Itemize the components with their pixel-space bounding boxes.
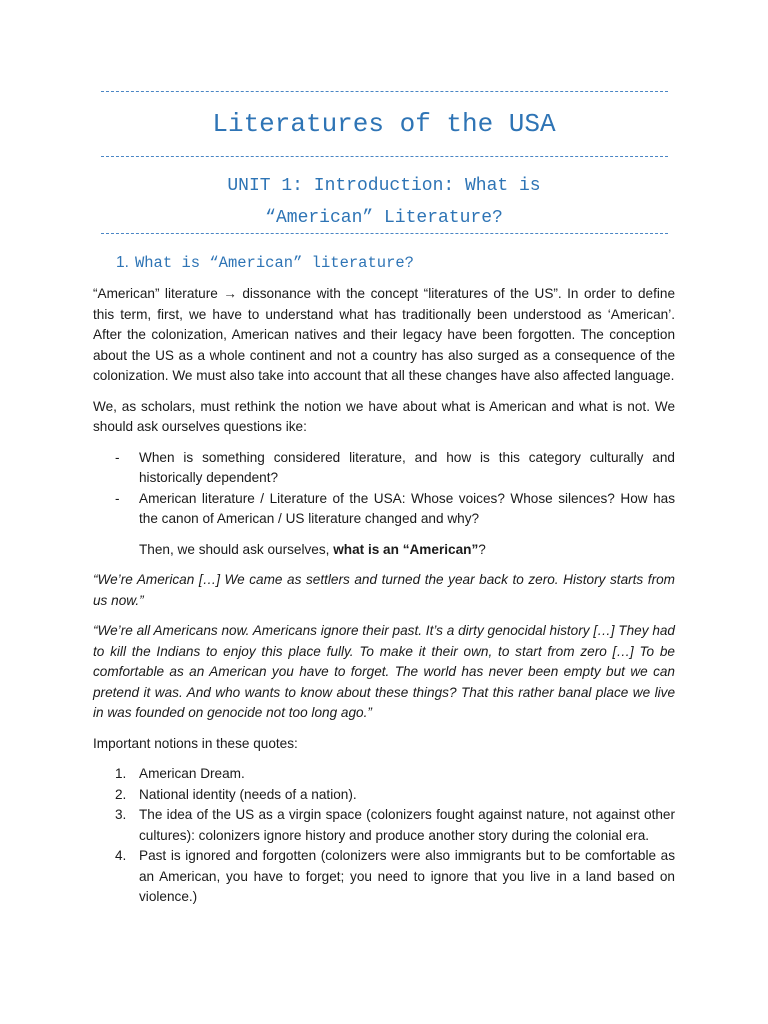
unit-title xyxy=(93,170,675,234)
list-marker: - xyxy=(115,449,120,465)
list-item xyxy=(93,448,675,489)
quote-1: “We’re American […] We came as settlers and turned the year back to zero. History starts from us now.” xyxy=(93,572,675,608)
document-body xyxy=(93,284,675,918)
list-item-text: The idea of the US as a virgin space (colonizers fought against nature, not against other cultures): colonizers ignore history and produce another story during the colonial era. xyxy=(139,807,675,843)
list-item xyxy=(93,846,675,908)
ask-lead: Then, we should ask ourselves, xyxy=(139,541,334,557)
list-item-text: American Dream. xyxy=(139,766,245,781)
unit-title-line-2: “American” Literature? xyxy=(265,208,503,228)
unit-title-divider xyxy=(101,233,668,234)
list-marker: 2. xyxy=(115,786,127,802)
notions-list xyxy=(93,764,675,908)
ask-end: ? xyxy=(478,541,486,557)
notions-intro: Important notions in these quotes: xyxy=(93,735,298,751)
list-item-text: National identity (needs of a nation). xyxy=(139,786,357,802)
paragraph-intro: “American” literature → dissonance with the concept “literatures of the US”. In order to define this term, first, we have to understand what has traditionally been understood as ‘American’. After the colonization, American natives and their legacy have been forgotten. The conception about the US as a whole continent and not a country has also surged as a consequence of the colonization. We must also take into account that all these changes have also affected language. xyxy=(93,286,675,383)
section-heading xyxy=(116,251,414,275)
list-marker: - xyxy=(115,490,120,506)
section-title: What is “American” literature? xyxy=(134,254,414,272)
list-item-text: American literature / Literature of the USA: Whose voices? Whose silences? How has the canon of American / US literature changed and why? xyxy=(139,490,675,526)
list-item xyxy=(93,764,675,785)
ask-bold: what is an “American” xyxy=(333,541,479,557)
section-number: 1. xyxy=(116,254,129,271)
list-item xyxy=(93,785,675,806)
paragraph-scholars: We, as scholars, must rethink the notion we have about what is American and what is not. We should ask ourselves questions ike: xyxy=(93,398,675,434)
ask-paragraph xyxy=(93,540,675,561)
list-marker: 4. xyxy=(115,848,127,863)
quote-2: “We’re all Americans now. Americans ignore their past. It’s a dirty genocidal history […] They had to kill the Indians to enjoy this place fully. To make it their own, to start from zero […] To be comfortable as an American you have to forget. The world has never been empty but we can pretend it was. And who wants to know about these things? That this rather banal place we live in was founded on genocide not too long ago.” xyxy=(93,623,675,720)
document-title: Literatures of the USA xyxy=(212,109,556,139)
list-marker: 3. xyxy=(115,807,127,822)
list-item xyxy=(93,489,675,530)
unit-title-line-1: UNIT 1: Introduction: What is xyxy=(227,176,541,196)
list-item-text: Past is ignored and forgotten (colonizers were also immigrants but to be comfortable as an American, you have to forget; you need to ignore that you live in a land based on violence.) xyxy=(139,848,675,904)
list-item xyxy=(93,805,675,846)
list-marker: 1. xyxy=(115,766,127,781)
list-item-text: When is something considered literature, and how is this category culturally and historically dependent? xyxy=(139,449,675,485)
title-top-divider xyxy=(101,91,668,92)
questions-list xyxy=(93,448,675,530)
title-bottom-divider xyxy=(101,156,668,157)
